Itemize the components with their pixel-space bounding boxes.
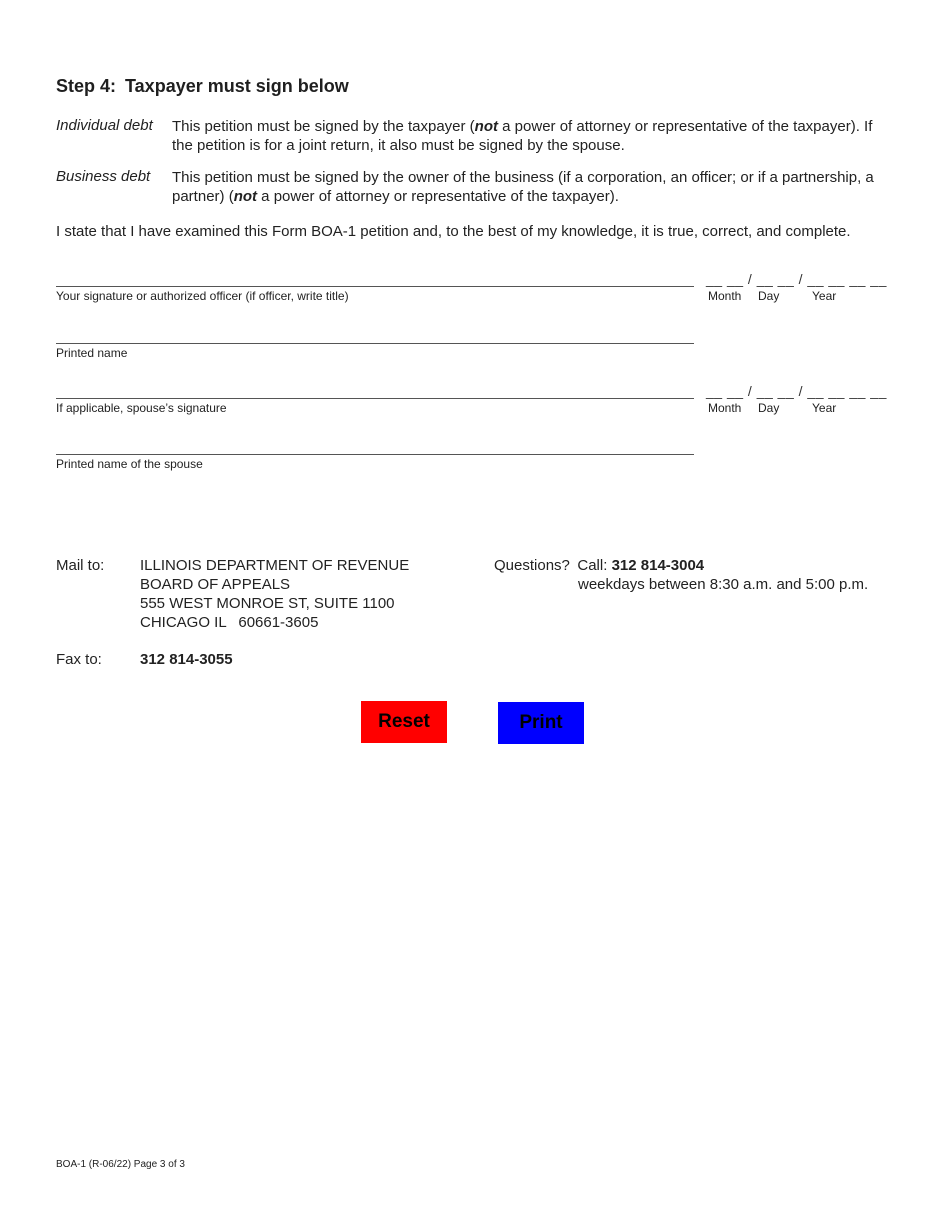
individual-debt-label: Individual debt — [56, 117, 153, 134]
spouse-date-day-label: Day — [758, 401, 780, 415]
address-line-1: ILLINOIS DEPARTMENT OF REVENUE — [140, 557, 410, 574]
address-line-3: 555 WEST MONROE ST, SUITE 1100 — [140, 595, 395, 612]
business-text-before: This petition must be signed by the owner of the business (if a corporation, an officer; or if a partnership, a partner) ( — [172, 169, 874, 205]
questions-phone: 312 814-3004 — [611, 557, 705, 574]
questions-hours: weekdays between 8:30 a.m. and 5:00 p.m. — [578, 576, 869, 593]
questions-label: Questions? Call: — [494, 557, 608, 574]
fax-label: Fax to: — [56, 651, 102, 668]
declaration-statement: I state that I have examined this Form BOA-1 petition and, to the best of my knowledge, it is true, correct, and complete. — [56, 223, 851, 240]
taxpayer-date-day-label: Day — [758, 289, 780, 303]
address-line-2: BOARD OF APPEALS — [140, 576, 291, 593]
address-line-4: CHICAGO IL 60661-3605 — [140, 614, 319, 631]
spouse-signature-label: If applicable, spouse’s signature — [56, 401, 227, 415]
individual-debt-text — [172, 117, 892, 155]
step-title: Step 4: Taxpayer must sign below — [56, 76, 349, 96]
business-debt-label: Business debt — [56, 168, 151, 185]
spouse-date-month-label: Month — [708, 401, 742, 415]
individual-text-after: a power of attorney or representative of the taxpayer). If the petition is for a joint return, it also must be signed by the spouse. — [172, 118, 873, 154]
printed-name-label: Printed name — [56, 346, 128, 360]
questions-line — [494, 556, 704, 575]
reset-button[interactable]: Reset — [361, 701, 447, 743]
print-button[interactable]: Print — [498, 702, 584, 744]
fax-number: 312 814-3055 — [140, 651, 233, 668]
business-not-emphasis: not — [233, 188, 258, 205]
mailing-address — [140, 556, 409, 632]
taxpayer-date-month-label: Month — [708, 289, 742, 303]
mail-to-label: Mail to: — [56, 557, 105, 574]
business-text-after: a power of attorney or representative of the taxpayer). — [257, 188, 619, 205]
individual-not-emphasis: not — [474, 118, 498, 135]
taxpayer-signature-line[interactable] — [56, 286, 694, 287]
spouse-printed-name-line[interactable] — [56, 454, 694, 455]
individual-text-before: This petition must be signed by the taxpayer ( — [172, 118, 475, 135]
spouse-printed-name-label: Printed name of the spouse — [56, 457, 203, 471]
form-footer: BOA-1 (R-06/22) Page 3 of 3 — [56, 1159, 185, 1170]
taxpayer-date-field[interactable]: __ __ / __ __ / __ __ __ __ — [706, 271, 887, 287]
printed-name-line[interactable] — [56, 343, 694, 344]
business-debt-text — [172, 168, 892, 206]
taxpayer-signature-label: Your signature or authorized officer (if officer, write title) — [56, 289, 349, 303]
spouse-signature-line[interactable] — [56, 398, 694, 399]
spouse-date-year-label: Year — [812, 401, 837, 415]
taxpayer-date-year-label: Year — [812, 289, 837, 303]
spouse-date-field[interactable]: __ __ / __ __ / __ __ __ __ — [706, 383, 887, 399]
